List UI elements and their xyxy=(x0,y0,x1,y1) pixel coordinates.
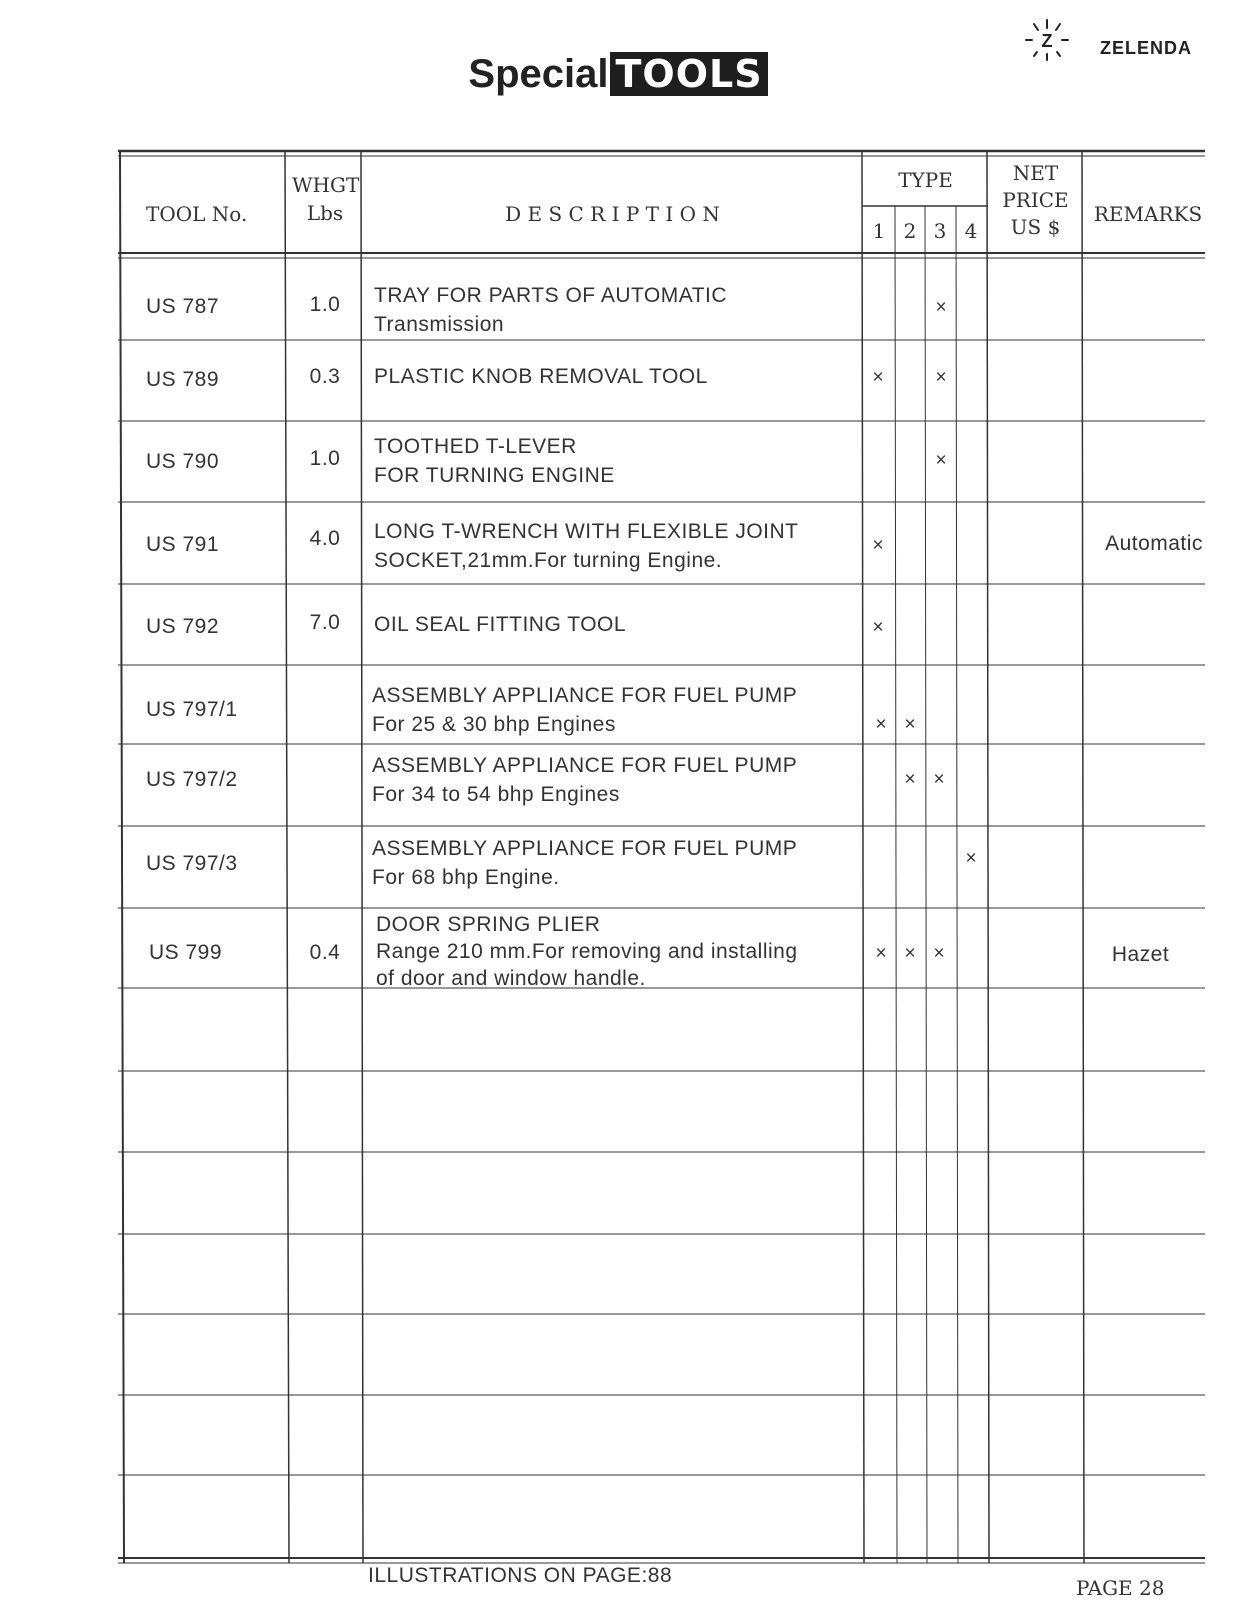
table-row-tool-no: US 792 xyxy=(146,615,220,638)
header-weight-line1: WHGT xyxy=(292,173,360,197)
table-row-description: PLASTIC KNOB REMOVAL TOOL xyxy=(374,365,708,388)
table-row-weight: 4.0 xyxy=(309,527,341,550)
description-line: ASSEMBLY APPLIANCE FOR FUEL PUMP xyxy=(372,684,798,707)
table-row-description: OIL SEAL FITTING TOOL xyxy=(374,613,627,636)
header-type: TYPE xyxy=(898,168,953,192)
type-3-mark: × xyxy=(933,769,945,790)
table-row-tool-no: US 789 xyxy=(146,368,220,391)
table-row-tool-no: US 797/2 xyxy=(146,768,238,791)
table-row-tool-no: US 790 xyxy=(146,450,220,473)
table-row-tool-no: US 791 xyxy=(146,533,220,556)
description-line: TOOTHED T-LEVER xyxy=(374,435,577,458)
table-row-weight: 0.4 xyxy=(309,941,341,964)
brand-name: ZELENDA xyxy=(1100,38,1192,58)
type-3-mark: × xyxy=(935,450,947,471)
table-row-remarks: Automatic xyxy=(1105,532,1203,555)
type-4-mark: × xyxy=(965,848,977,869)
type-1-mark: × xyxy=(872,535,884,556)
table-row-remarks: Hazet xyxy=(1111,943,1170,966)
table-row-weight: 7.0 xyxy=(309,611,341,634)
header-net-price-line2: PRICE xyxy=(1002,188,1069,212)
description-line: DOOR SPRING PLIER xyxy=(376,913,601,936)
description-line: Transmission xyxy=(374,313,505,336)
description-line: For 34 to 54 bhp Engines xyxy=(372,783,620,806)
table-row-description xyxy=(374,517,798,575)
description-line: For 68 bhp Engine. xyxy=(372,866,560,889)
page-number: PAGE 28 xyxy=(1076,1576,1165,1600)
description-line: SOCKET,21mm.For turning Engine. xyxy=(374,549,723,572)
type-2-mark: × xyxy=(904,769,916,790)
header-tool-no: TOOL No. xyxy=(146,202,248,226)
header-remarks: REMARKS xyxy=(1093,202,1203,226)
header-type-col: 3 xyxy=(933,219,947,243)
type-1-mark: × xyxy=(872,617,884,638)
table-row-description xyxy=(372,751,797,809)
header-net-price-line3: US $ xyxy=(1010,215,1061,239)
type-2-mark: × xyxy=(904,943,916,964)
header-net-price xyxy=(989,160,1082,241)
table-row-description xyxy=(376,911,798,992)
description-line: TRAY FOR PARTS OF AUTOMATIC xyxy=(374,284,728,307)
description-line: LONG T-WRENCH WITH FLEXIBLE JOINT xyxy=(374,520,799,543)
table-row-weight: 1.0 xyxy=(309,447,341,470)
header-type-col: 4 xyxy=(964,219,978,243)
illustrations-note: ILLUSTRATIONS ON PAGE:88 xyxy=(368,1564,673,1587)
description-line: of door and window handle. xyxy=(376,967,646,990)
type-3-mark: × xyxy=(935,367,947,388)
table-row-description xyxy=(372,681,797,739)
header-description: D E S C R I P T I O N xyxy=(505,202,720,226)
header-weight-line2: Lbs xyxy=(306,201,344,225)
header-weight xyxy=(292,173,358,225)
table-row-tool-no: US 797/1 xyxy=(146,698,238,721)
description-line: ASSEMBLY APPLIANCE FOR FUEL PUMP xyxy=(372,754,798,777)
description-line: Range 210 mm.For removing and installing xyxy=(376,940,798,963)
table-row-tool-no: US 799 xyxy=(149,941,223,964)
table-row-weight: 0.3 xyxy=(309,365,341,388)
table-row-tool-no: US 787 xyxy=(146,295,220,318)
table-row-tool-no: US 797/3 xyxy=(146,852,238,875)
type-2-mark: × xyxy=(904,714,916,735)
header-net-price-line1: NET xyxy=(1012,161,1059,185)
description-line: ASSEMBLY APPLIANCE FOR FUEL PUMP xyxy=(372,837,798,860)
table-row-weight: 1.0 xyxy=(309,293,341,316)
title-highlight: TOOLS xyxy=(610,52,767,96)
header-type-col: 2 xyxy=(903,219,917,243)
description-line: FOR TURNING ENGINE xyxy=(374,464,615,487)
table-row-description xyxy=(374,432,615,490)
header-type-col: 1 xyxy=(872,219,886,243)
type-3-mark: × xyxy=(935,297,947,318)
table-row-description xyxy=(372,834,797,892)
type-3-mark: × xyxy=(933,943,945,964)
type-1-mark: × xyxy=(875,714,887,735)
table-row-description xyxy=(374,281,727,339)
type-1-mark: × xyxy=(872,367,884,388)
logo-letter: Z xyxy=(1041,31,1053,51)
description-line: For 25 & 30 bhp Engines xyxy=(372,713,616,736)
title-prefix: Special xyxy=(468,52,609,96)
type-1-mark: × xyxy=(875,943,887,964)
